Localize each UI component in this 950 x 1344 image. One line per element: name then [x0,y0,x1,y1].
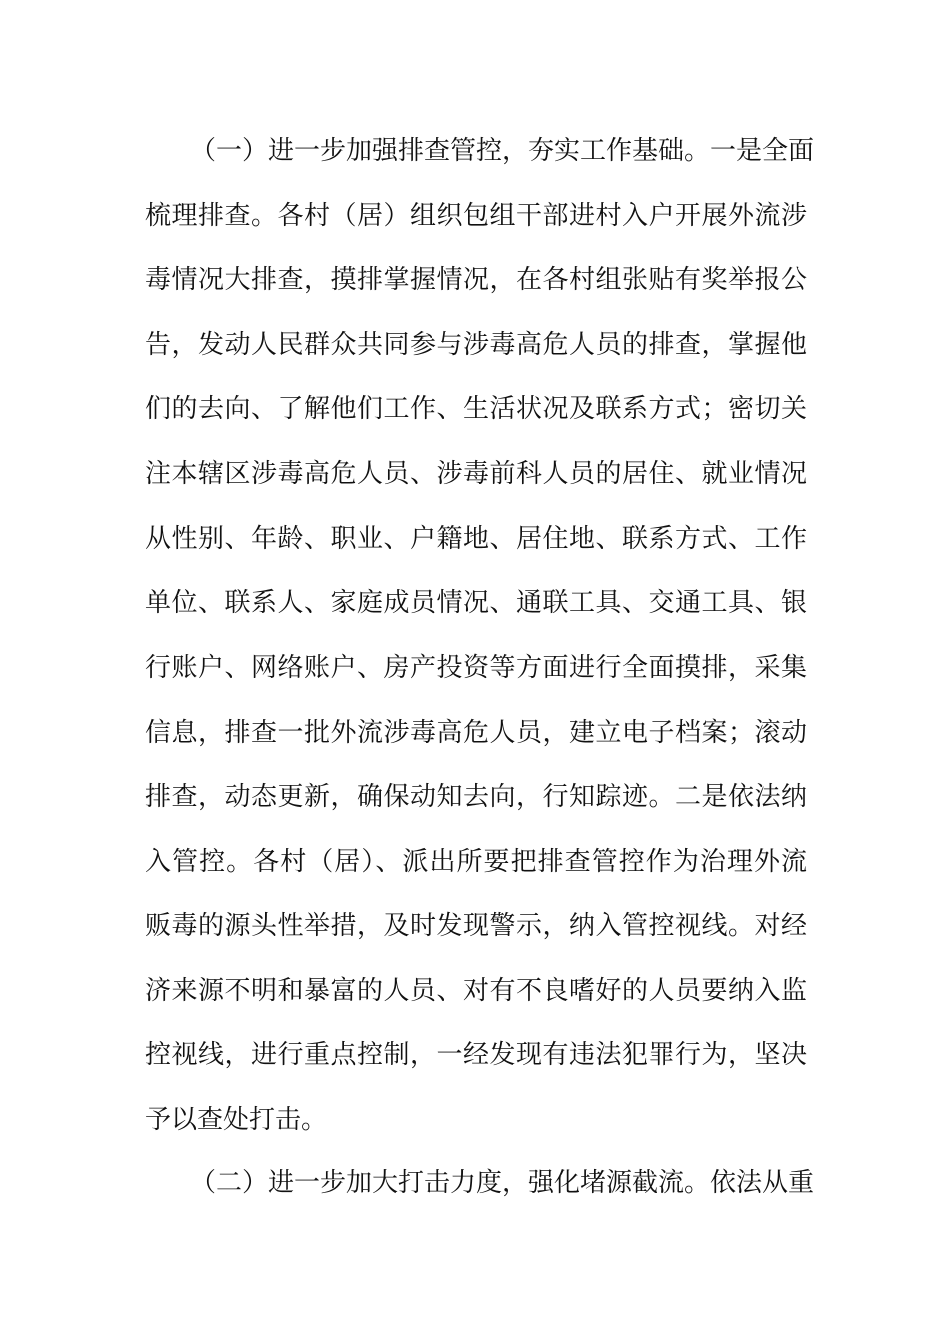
paragraph-1-line-2: 梳理排查。各村（居）组织包组干部进村入户开展外流涉 [145,201,807,231]
paragraph-1-line-5: 们的去向、了解他们工作、生活状况及联系方式；密切关 [145,394,807,424]
paragraph-1-line-3: 毒情况大排查，摸排掌握情况，在各村组张贴有奖举报公 [145,265,807,295]
paragraph-1-line-11: 排查，动态更新，确保动知去向，行知踪迹。二是依法纳 [145,782,807,812]
paragraph-1-line-6: 注本辖区涉毒高危人员、涉毒前科人员的居住、就业情况 [145,459,807,489]
paragraph-1-line-16: 予以查处打击。 [145,1105,328,1135]
paragraph-1-line-13: 贩毒的源头性举措，及时发现警示，纳入管控视线。对经 [145,911,807,941]
paragraph-1-line-12: 入管控。各村（居）、派出所要把排查管控作为治理外流 [145,847,807,877]
paragraph-1-line-8: 单位、联系人、家庭成员情况、通联工具、交通工具、银 [145,588,807,618]
paragraph-1-line-4: 告，发动人民群众共同参与涉毒高危人员的排查，掌握他 [145,330,807,360]
paragraph-1-line-15: 控视线，进行重点控制，一经发现有违法犯罪行为，坚决 [145,1040,807,1070]
paragraph-1-line-14: 济来源不明和暴富的人员、对有不良嗜好的人员要纳入监 [145,976,807,1006]
paragraph-1-line-9: 行账户、网络账户、房产投资等方面进行全面摸排，采集 [145,653,807,683]
paragraph-2-line-1: （二）进一步加大打击力度，强化堵源截流。依法从重 [190,1168,815,1198]
paragraph-1-line-1: （一）进一步加强排查管控，夯实工作基础。一是全面 [190,136,815,166]
paragraph-1-line-10: 信息，排查一批外流涉毒高危人员，建立电子档案；滚动 [145,718,807,748]
paragraph-1-line-7: 从性别、年龄、职业、户籍地、居住地、联系方式、工作 [145,524,807,554]
